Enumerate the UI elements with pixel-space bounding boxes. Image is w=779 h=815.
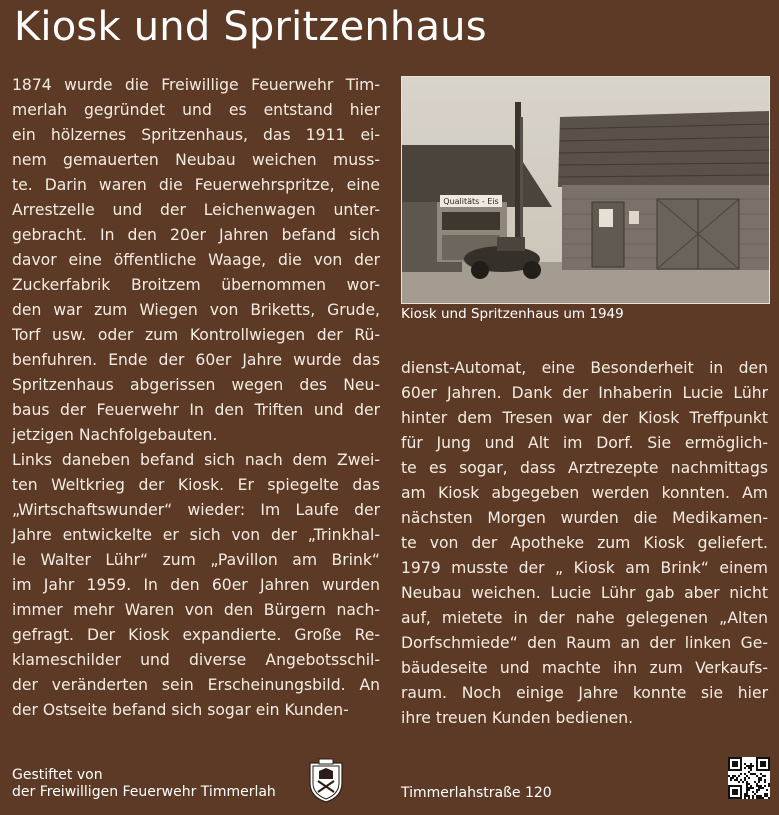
text-line: ein hölzernes Spritzenhaus, das 1911 ei-: [12, 126, 380, 144]
text-line: te. Darin waren die Feuerwehrspritze, eine: [12, 176, 380, 194]
text-line: Jahre entwickelte er sich von der „Trinkhal-: [12, 526, 380, 544]
donor-line-2: der Freiwilligen Feuerwehr Timmerlah: [12, 784, 276, 800]
text-line: le Walter Lühr“ zum „Pavillon am Brink“: [12, 551, 380, 569]
text-line: bäudeseite und machte ihn zum Verkaufs-: [401, 659, 768, 677]
text-column-left: [12, 73, 380, 723]
text-line: am Kiosk abgegeben werden konnten. Am: [401, 484, 768, 502]
text-line: ihre treuen Kunden bedienen.: [401, 709, 634, 727]
text-line: immer mehr Waren von den Bürgern nach-: [12, 601, 380, 619]
text-line: merlah gegründet und es entstand hier: [12, 101, 380, 119]
text-line: te es sogar, dass Arztrezepte nachmittags: [401, 459, 768, 477]
text-line: baus der Feuerwehr In den Triften und der: [12, 401, 380, 419]
photo-illustration: [402, 77, 769, 303]
donor-credit: [12, 767, 276, 801]
text-line: der Ostseite befand sich sogar ein Kunden-: [12, 701, 349, 719]
text-line: nem gemauerten Neubau weichen muss-: [12, 151, 380, 169]
text-line: jetzigen Nachfolgebauten.: [12, 426, 218, 444]
text-line: benfuhren. Ende der 60er Jahre wurde das: [12, 351, 380, 369]
historic-photo: [401, 76, 770, 304]
donor-line-1: Gestiftet von: [12, 767, 103, 783]
page-title: Kiosk und Spritzenhaus: [14, 4, 487, 50]
text-line: Neubau weichen. Lucie Lühr gab aber nicht: [401, 584, 768, 602]
text-line: Arrestzelle und der Leichenwagen unter-: [12, 201, 380, 219]
qr-code-icon[interactable]: [728, 757, 770, 799]
text-line: im Jahr 1959. In den 60er Jahren wurden: [12, 576, 380, 594]
address: Timmerlahstraße 120: [401, 785, 552, 801]
text-line: nächsten Morgen wurden die Medikamen-: [401, 509, 768, 527]
text-line: gebracht. In den 20er Jahren befand sich: [12, 226, 380, 244]
text-line: „Wirtschaftswunder“ wieder: Im Laufe der: [12, 501, 380, 519]
text-line: den war zum Wiegen von Briketts, Grude,: [12, 301, 380, 319]
text-line: klameschilder und diverse Angebotsschil-: [12, 651, 380, 669]
text-line: gefragt. Der Kiosk expandierte. Große Re-: [12, 626, 380, 644]
photo-caption: Kiosk und Spritzenhaus um 1949: [401, 306, 624, 322]
text-line: auf, mietete in der nahe gelegenen „Alten: [401, 609, 768, 627]
text-line: der veränderten sein Erscheinungsbild. An: [12, 676, 380, 694]
text-line: dienst-Automat, eine Besonderheit in den: [401, 359, 768, 377]
text-line: Torf usw. oder zum Kontrollwiegen der Rü-: [12, 326, 380, 344]
text-line: Zuckerfabrik Broitzem übernommen wor-: [12, 276, 380, 294]
text-line: te von der Apotheke zum Kiosk geliefert.: [401, 534, 768, 552]
text-line: ten Weltkrieg der Kiosk. Er spiegelte das: [12, 476, 380, 494]
text-line: davor eine öffentliche Waage, die von der: [12, 251, 380, 269]
text-line: Links daneben befand sich nach dem Zwei-: [12, 451, 380, 469]
text-line: 1874 wurde die Freiwillige Feuerwehr Tim-: [12, 76, 380, 94]
text-line: für Jung und Alt im Dorf. Sie ermöglich-: [401, 434, 768, 452]
kiosk-sign: Qualitäts - Eis: [443, 197, 499, 206]
fire-brigade-emblem-icon: [307, 757, 345, 803]
text-line: raum. Noch einige Jahre konnte sie hier: [401, 684, 768, 702]
text-line: Dorfschmiede“ den Raum an der linken Ge-: [401, 634, 768, 652]
text-line: Spritzenhaus abgerissen wegen des Neu-: [12, 376, 380, 394]
text-line: hinter dem Tresen war der Kiosk Treffpunkt: [401, 409, 768, 427]
text-line: 1979 musste der „ Kiosk am Brink“ einem: [401, 559, 768, 577]
text-column-right: [401, 356, 768, 731]
text-line: 60er Jahren. Dank der Inhaberin Lucie Lühr: [401, 384, 768, 402]
